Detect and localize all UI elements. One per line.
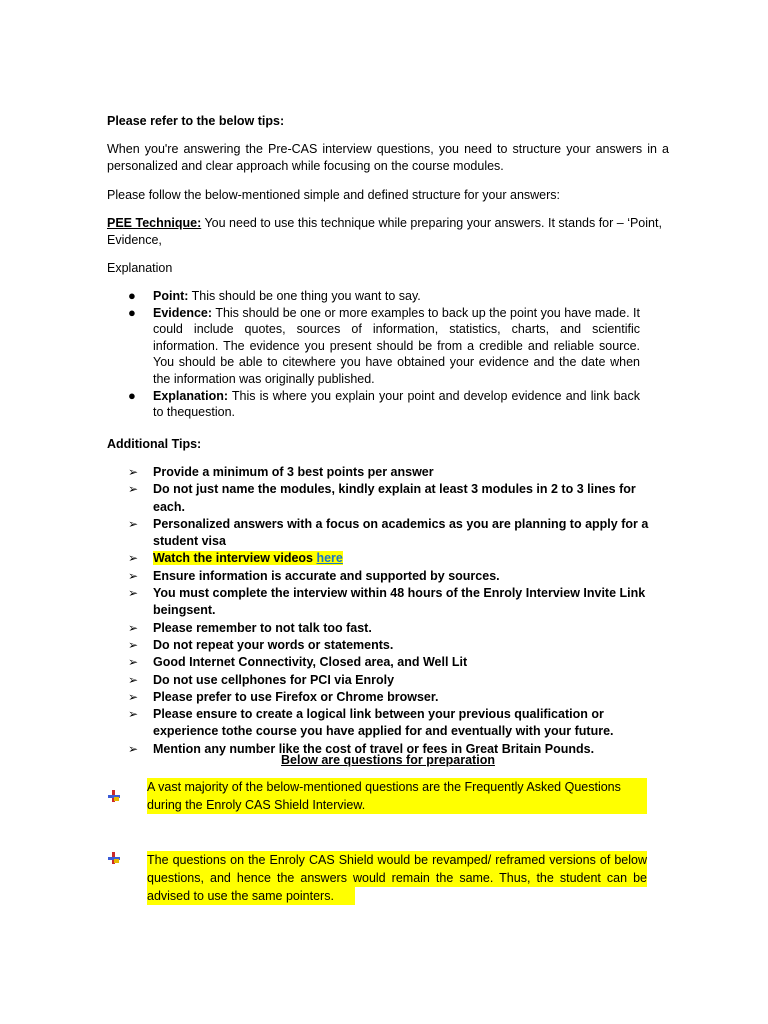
- list-item: [128, 305, 640, 388]
- list-item: [128, 481, 668, 516]
- bullet-label: Point:: [153, 289, 189, 303]
- pee-text: You need to use this technique while preparing your answers. It stands for – ‘Point, Evidence,: [107, 216, 662, 247]
- bullet-icon: ●: [128, 304, 136, 320]
- flag-bullet-icon: [108, 790, 120, 802]
- list-item: [128, 464, 668, 481]
- tip-text: Ensure information is accurate and supported by sources.: [153, 568, 500, 583]
- bullet-icon: ●: [128, 288, 136, 303]
- list-item: [128, 637, 668, 654]
- arrow-bullet-icon: ➢: [128, 655, 139, 670]
- bullet-label: Explanation:: [153, 388, 229, 403]
- list-item: [128, 388, 640, 421]
- explanation-label: Explanation: [107, 261, 173, 275]
- additional-tips-list: [128, 464, 668, 758]
- arrow-bullet-icon: ➢: [128, 689, 139, 704]
- list-item: [128, 288, 640, 305]
- note2-text: [147, 851, 647, 905]
- tip-text: Please ensure to create a logical link between your previous qualification or experience tothe course you have applied for and eventually with your future.: [153, 707, 614, 739]
- list-item: [128, 620, 668, 637]
- tip-text: Provide a minimum of 3 best points per answer: [153, 465, 434, 479]
- note2-text-tail: use the same pointers.: [203, 889, 334, 903]
- flag-bullet-icon: [108, 852, 120, 864]
- list-item: [128, 550, 668, 567]
- here-link[interactable]: here: [316, 551, 343, 566]
- intro-heading: Please refer to the below tips:: [107, 114, 285, 128]
- arrow-bullet-icon: ➢: [128, 741, 139, 756]
- tip-text: Please remember to not talk too fast.: [153, 620, 372, 635]
- arrow-bullet-icon: ➢: [128, 620, 139, 635]
- arrow-bullet-icon: ➢: [128, 586, 139, 601]
- pee-paragraph: [107, 215, 669, 249]
- list-item: [128, 516, 668, 551]
- arrow-bullet-icon: ➢: [128, 672, 139, 687]
- note2-text-main: The questions on the Enroly CAS Shield would be revamped/ reframed versions of below questions, and hence the answers would remain the same. Thus, the student can be advised to: [147, 853, 647, 903]
- list-item: [128, 689, 668, 706]
- note1-text: A vast majority of the below-mentioned questions are the Frequently Asked Questions during the Enroly CAS Shield Interview.: [147, 780, 621, 812]
- arrow-bullet-icon: ➢: [128, 551, 139, 566]
- tip-text: Mention any number like the cost of travel or fees in Great Britain Pounds.: [153, 741, 595, 756]
- bullet-text: This is where you explain your point and develop evidence and link back to thequestion.: [153, 388, 640, 420]
- arrow-bullet-icon: ➢: [128, 568, 139, 583]
- tip-text: Watch the interview videos: [153, 551, 317, 566]
- tip-text: Do not repeat your words or statements.: [153, 637, 394, 652]
- arrow-bullet-icon: ➢: [128, 465, 139, 479]
- tip-text: Personalized answers with a focus on academics as you are planning to apply for a student visa: [153, 516, 649, 549]
- questions-heading: Below are questions for preparation: [281, 753, 495, 767]
- list-item: [128, 654, 668, 671]
- arrow-bullet-icon: ➢: [128, 707, 139, 722]
- list-item: [128, 585, 668, 620]
- tip-text: You must complete the interview within 48 hours of the Enroly Interview Invite Link beingsent.: [153, 586, 646, 618]
- tip-text: Do not use cellphones for PCI via Enroly: [153, 672, 395, 687]
- intro-paragraph: When you're answering the Pre-CAS interview questions, you need to structure your answers in a personalized and clear approach while focusing on the course modules.: [107, 142, 669, 173]
- tip-text: Do not just name the modules, kindly explain at least 3 modules in 2 to 3 lines for each.: [153, 482, 636, 514]
- arrow-bullet-icon: ➢: [128, 482, 139, 497]
- list-item: [128, 568, 668, 585]
- bullet-text: This should be one or more examples to back up the point you have made. It could include quotes, sources of information, statistics, charts, and scientific information. The evidence you present should be from a credible and reliable source. You should be able to citewhere you have obtained your evidence and the date when the information was originally published.: [153, 305, 640, 386]
- bullet-label: Evidence:: [153, 305, 213, 320]
- bullet-icon: ●: [128, 387, 136, 403]
- additional-tips-heading: Additional Tips:: [107, 437, 202, 451]
- pee-label: PEE Technique:: [107, 216, 202, 230]
- bullet-text: This should be one thing you want to say.: [188, 289, 421, 303]
- tip-text: Please prefer to use Firefox or Chrome browser.: [153, 689, 439, 704]
- arrow-bullet-icon: ➢: [128, 637, 139, 652]
- tip-text: Good Internet Connectivity, Closed area, and Well Lit: [153, 655, 468, 670]
- list-item: [128, 672, 668, 689]
- list-item: [128, 706, 668, 741]
- arrow-bullet-icon: ➢: [128, 516, 139, 531]
- pee-bullet-list: [128, 288, 640, 421]
- follow-paragraph: Please follow the below-mentioned simple and defined structure for your answers:: [107, 188, 561, 202]
